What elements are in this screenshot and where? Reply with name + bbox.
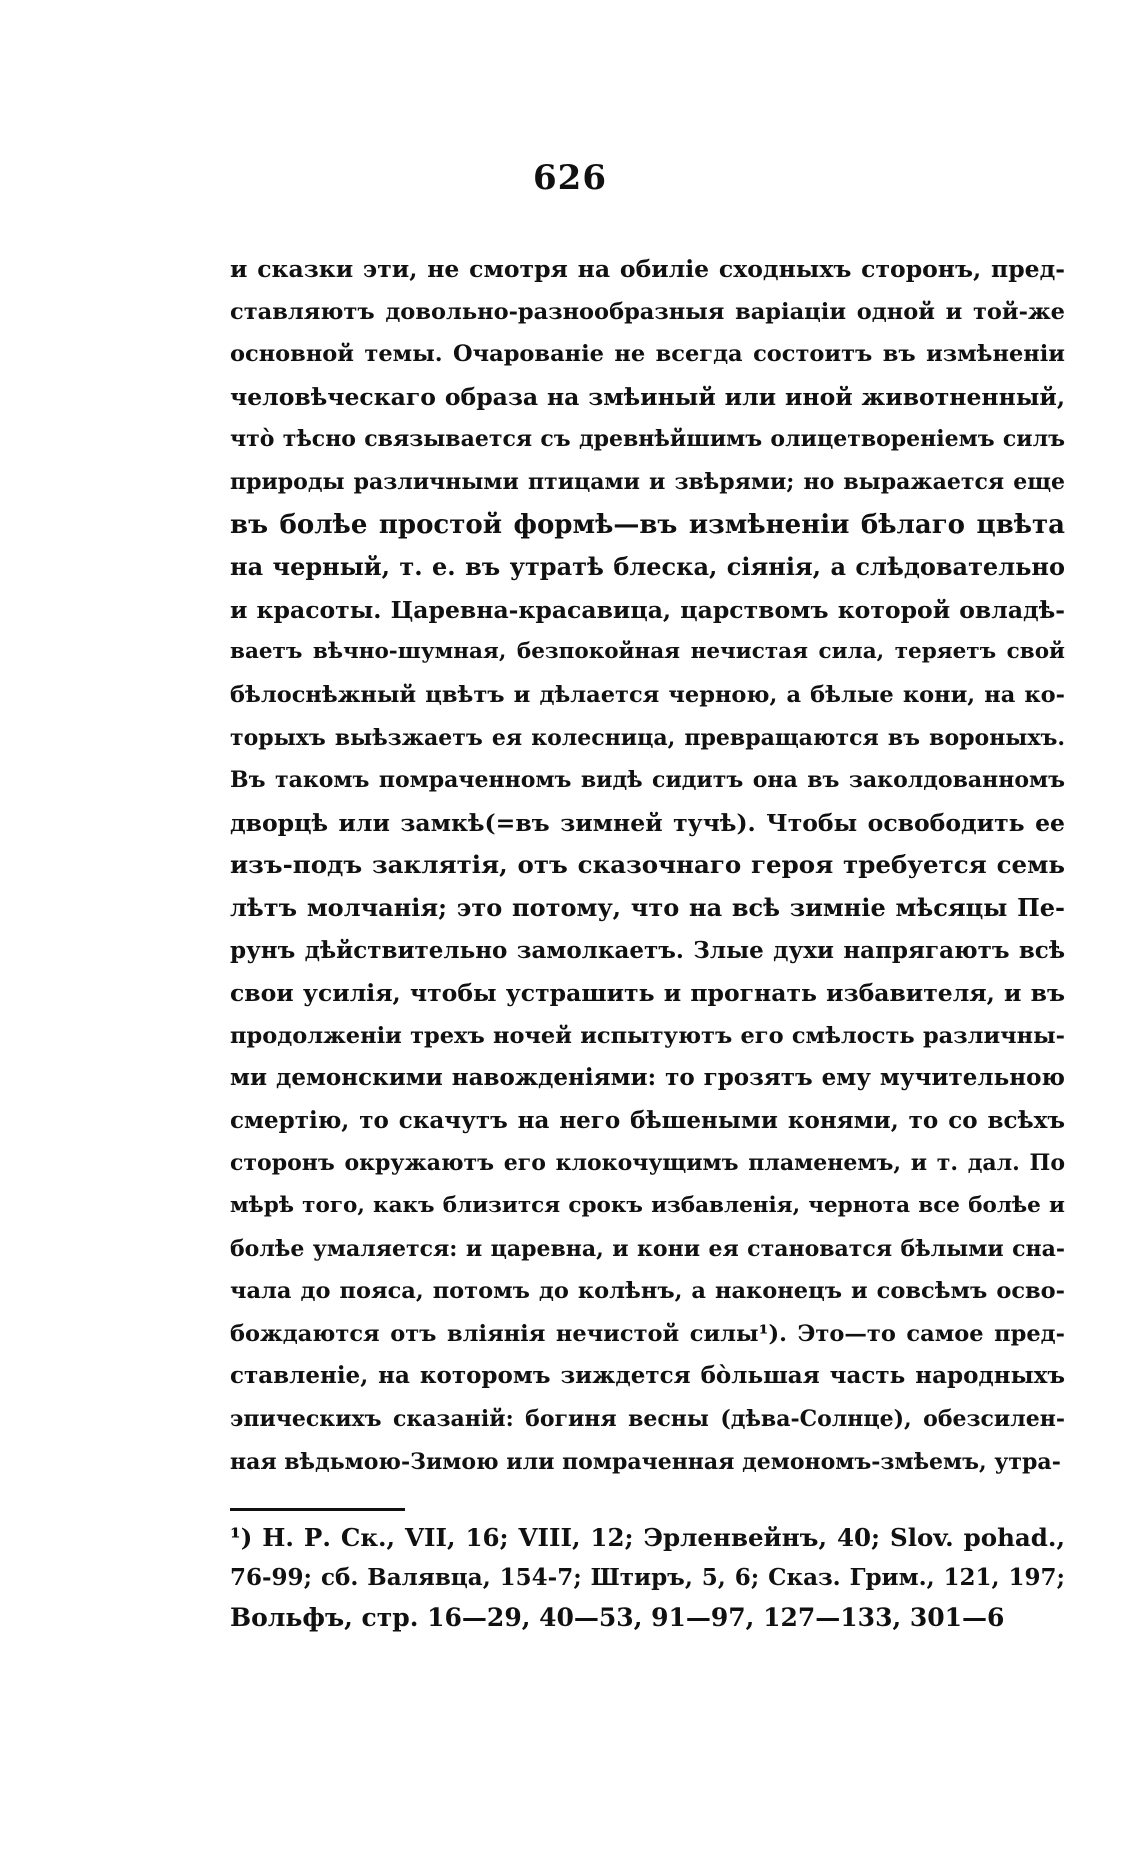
- text-line: болѣе умаляется: и царевна, и кони ея становатся бѣлыми сна-: [230, 1235, 1065, 1262]
- text-line: ставляютъ довольно-разнообразныя варіаціи одной и той-же: [230, 298, 1065, 325]
- footnote-line: Вольфъ, стр. 16—29, 40—53, 91—97, 127—133, 301—6: [230, 1603, 1005, 1632]
- text-line: и сказки эти, не смотря на обиліе сходныхъ сторонъ, пред-: [230, 255, 1065, 283]
- text-line: что̀ тѣсно связывается съ древнѣйшимъ олицетвореніемъ силъ: [230, 426, 1065, 453]
- text-line: дворцѣ или замкѣ(=въ зимней тучѣ). Чтобы освободить ее: [230, 808, 1065, 837]
- text-line: изъ-подъ заклятія, отъ сказочнаго героя требуется семь: [230, 850, 1065, 880]
- text-line: чала до пояса, потомъ до колѣнъ, а наконецъ и совсѣмъ осво-: [230, 1278, 1065, 1305]
- footnotes: [230, 1518, 1065, 1638]
- text-line: рунъ дѣйствительно замолкаетъ. Злые духи напрягаютъ всѣ: [230, 936, 1065, 964]
- text-line: въ болѣе простой формѣ—въ измѣненіи бѣлаго цвѣта: [230, 509, 1065, 540]
- footnote-rule: [230, 1508, 405, 1511]
- text-line: торыхъ выѣзжаетъ ея колесница, превращаются въ вороныхъ.: [230, 724, 1065, 751]
- footnote-line: ¹) Н. Р. Ск., VII, 16; VIII, 12; Эрленвейнъ, 40; Slov. pohad.,: [230, 1523, 1065, 1552]
- text-line: бѣлоснѣжный цвѣтъ и дѣлается черною, а бѣлые кони, на ко-: [230, 681, 1065, 708]
- text-line: на черный, т. е. въ утратѣ блеска, сіянія, а слѣдовательно: [230, 552, 1065, 582]
- text-line: сторонъ окружаютъ его клокочущимъ пламенемъ, и т. дал. По: [230, 1150, 1065, 1177]
- text-line: эпическихъ сказаній: богиня весны (дѣва-Солнце), обезсилен-: [230, 1406, 1065, 1433]
- text-line: основной темы. Очарованіе не всегда состоитъ въ измѣненіи: [230, 341, 1065, 368]
- text-line: мѣрѣ того, какъ близится срокъ избавленія, чернота все болѣе и: [230, 1193, 1065, 1219]
- text-line: лѣтъ молчанія; это потому, что на всѣ зимніе мѣсяцы Пе-: [230, 892, 1065, 922]
- text-line: ставленіе, на которомъ зиждется бо̀льшая часть народныхъ: [230, 1362, 1065, 1390]
- text-line: человѣческаго образа на змѣиный или иной животненный,: [230, 382, 1065, 411]
- page-number: 626: [533, 158, 607, 198]
- text-line: природы различными птицами и звѣрями; но выражается еще: [230, 468, 1065, 495]
- text-line: ная вѣдьмою-Зимою или помраченная демономъ-змѣемъ, утра-: [230, 1448, 1061, 1475]
- text-line: Въ такомъ помраченномъ видѣ сидитъ она въ заколдованномъ: [230, 767, 1065, 794]
- text-line: ваетъ вѣчно-шумная, безпокойная нечистая сила, теряетъ свой: [230, 639, 1065, 665]
- text-line: бождаются отъ вліянія нечистой силы¹). Это—то самое пред-: [230, 1320, 1065, 1347]
- text-line: и красоты. Царевна-красавица, царствомъ которой овладѣ-: [230, 595, 1065, 624]
- footnote-line: 76-99; сб. Валявца, 154-7; Штиръ, 5, 6; Сказ. Грим., 121, 197;: [230, 1564, 1065, 1591]
- text-line: свои усилія, чтобы устрашить и прогнать избавителя, и въ: [230, 979, 1065, 1008]
- body-text: [230, 248, 1065, 1483]
- text-line: смертію, то скачутъ на него бѣшеными конями, то со всѣхъ: [230, 1106, 1065, 1134]
- text-line: продолженіи трехъ ночей испытуютъ его смѣлость различны-: [230, 1022, 1065, 1049]
- text-line: ми демонскими навожденіями: то грозятъ ему мучительною: [230, 1064, 1065, 1092]
